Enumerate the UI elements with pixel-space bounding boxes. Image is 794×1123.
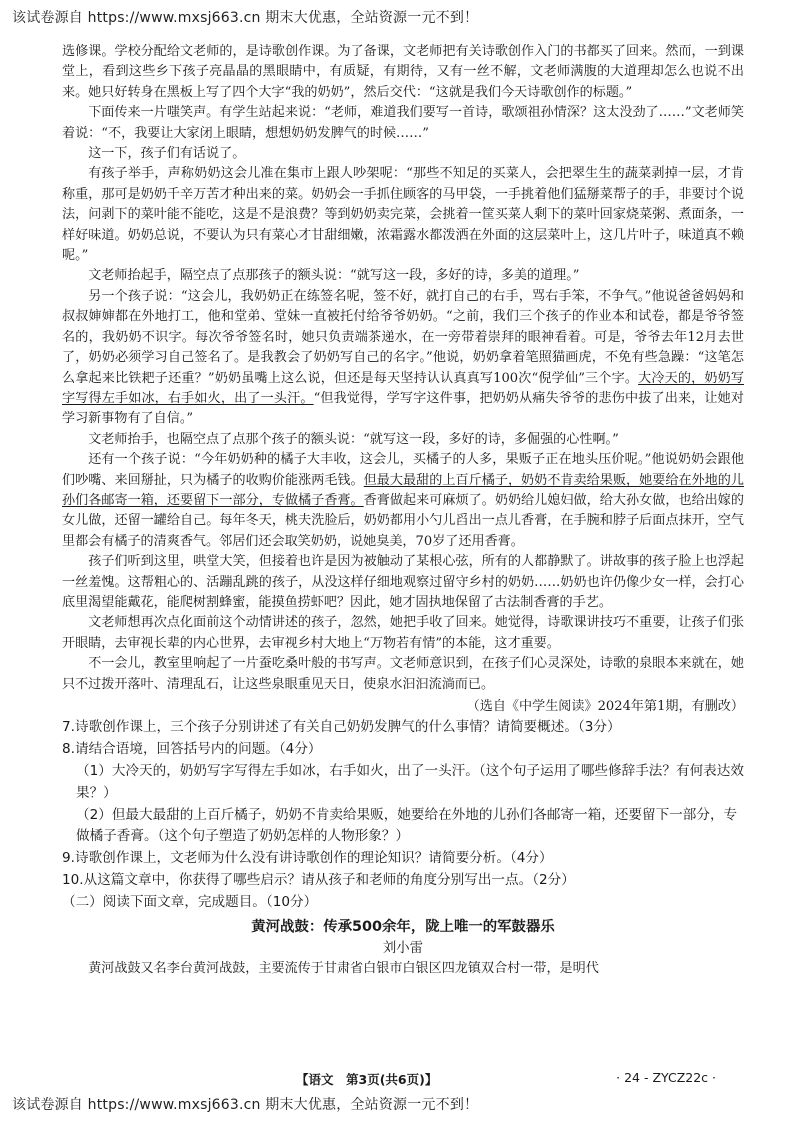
- question-10: 10.从这篇文章中，你获得了哪些启示？请从孩子和老师的角度分别写出一点。（2分）: [62, 871, 575, 888]
- paragraph-text: 还有一个孩子说：“今年奶奶种的橘子大丰收，这会儿，买橘子的人多，果贩子正在地头压价呢。”他说奶奶会跟他们吵嘴、来回掰扯，只为橘子的收购价能涨两毛钱。: [62, 452, 744, 488]
- question-9: 9.诗歌创作课上，文老师为什么没有讲诗歌创作的理论知识？请简要分析。（4分）: [62, 850, 553, 867]
- paragraph: 文老师抬起手，隔空点了点那孩子的额头说：“就写这一段，多好的诗，多美的道理。”: [88, 268, 580, 284]
- paragraph: 文老师抬手，也隔空点了点那个孩子的额头说：“就写这一段，多好的诗，多倔强的心性啊。”: [88, 431, 619, 447]
- paragraph-text: 香膏做起来可麻烦了。奶奶给儿媳妇做，给大孙女做，也给出嫁的女儿做，还留一罐给自己。每年冬天，桃夫洗脸后，奶奶都用小勺儿舀出一点儿香膏，在手腕和脖子后面点抹开，空气里都会有橘子的清爽香气。邻居们还会取笑奶奶，说她臭美，70岁了还用香膏。: [62, 492, 745, 549]
- paragraph: 文老师想再次点化面前这个动情讲述的孩子，忽然，她把手收了回来。她觉得，诗歌课讲技巧不重要，让孩子们张开眼睛，去审视长辈的内心世界，去审视乡村大地上“万物若有情”的本能，这才重要。: [62, 615, 744, 651]
- page-footer: [0, 1070, 794, 1090]
- article-first-line: 黄河战鼓又名李台黄河战鼓，主要流传于甘肃省白银市白银区四龙镇双合村一带，是明代: [88, 960, 599, 976]
- question-8: 8.请结合语境，回答括号内的问题。（4分）: [62, 741, 322, 758]
- question-8-2: （2）但最大最甜的上百斤橘子，奶奶不肯卖给果贩，她要给在外地的儿孙们各邮寄一箱，还要留下一部分，专做橘子香膏。（这个句子塑造了奶奶怎样的人物形象？）: [76, 806, 738, 845]
- page-number: 【语文 第3页(共6页)】: [296, 1072, 438, 1087]
- article-author: 刘小雷: [382, 940, 424, 956]
- paragraph: 这一下，孩子们有话说了。: [88, 146, 246, 162]
- paragraph-text: “但我觉得，学写字这件事，把奶奶从痛失爷爷的悲伤中拔了出来，让她对学习新事物有了自信。”: [62, 390, 745, 427]
- paragraph: [62, 287, 744, 430]
- paragraph: 不一会儿，教室里响起了一片蚕吃桑叶般的书写声。文老师意识到，在孩子们心灵深处，诗歌的泉眼本来就在，她只不过拨开落叶、清理乱石，让这些泉眼重见天日，使泉水汩汩流淌而已。: [62, 656, 744, 692]
- bottom-banner: 该试卷源自 https://www.mxsj663.cn 期末大优惠，全站资源一元不到！: [12, 1097, 479, 1113]
- question-8-1: （1）大冷天的，奶奶写字写得左手如冰，右手如火，出了一头汗。（这个句子运用了哪些修辞手法？有何表达效果？）: [76, 763, 744, 801]
- paragraph: 孩子们听到这里，哄堂大笑，但接着也许是因为被触动了某根心弦，所有的人都静默了。讲故事的孩子脸上也浮起一丝羞愧。这帮粗心的、活蹦乱跳的孩子，从没这样仔细地观察过留守乡村的奶奶……奶奶也许仍像少女一样，会打心底里渴望能戴花，能爬树割蜂蜜，能摸鱼捞虾吧？因此，她才固执地保留了古法制香膏的手艺。: [62, 554, 744, 610]
- underlined-sentence-1: 大冷天的，奶奶写字写得左手如冰，右手如火，出了一头汗。: [62, 370, 744, 406]
- paragraph: [62, 450, 744, 552]
- page-content: [62, 42, 744, 979]
- paper-code: · 24 - ZYCZ22c ·: [616, 1070, 716, 1085]
- paragraph: 选修课。学校分配给文老师的，是诗歌创作课。为了备课，文老师把有关诗歌创作入门的书都买了回来。然而，一到课堂上，看到这些乡下孩子亮晶晶的黑眼睛中，有质疑，有期待，又有一丝不解，文老师满腹的大道理却怎么也说不出来。她只好转身在黑板上写了四个大字“我的奶奶”，然后交代：“这就是我们今天诗歌创作的标题。”: [62, 44, 744, 100]
- paragraph: 有孩子举手，声称奶奶这会儿准在集市上跟人吵架呢：“那些不知足的买菜人，会把翠生生的蔬菜剥掉一层，才肯称重，那可是奶奶千辛万苦才种出来的菜。奶奶会一手抓住顾客的马甲袋，一手挑着他们猛掰菜帮子的手，非要讨个说法，问剥下的菜叶能不能吃，这是不是浪费？等到奶奶卖完菜，会挑着一筐买菜人剩下的菜叶回家烧菜粥、煮面条，一样好味道。奶奶总说，不要认为只有菜心才甘甜细嫩，浓霜露水都泼洒在外面的这层菜叶上，这几片叶子，味道真不赖呢。”: [62, 166, 744, 264]
- underlined-sentence-2: 但最大最甜的上百斤橘子，奶奶不肯卖给果贩，她要给在外地的儿孙们各邮寄一箱，还要留下一部分，专做橘子香膏。: [62, 472, 745, 508]
- section-heading: （二）阅读下面文章，完成题目。（10分）: [62, 893, 318, 910]
- source-note: （选自《中学生阅读》2024年第1期，有删改）: [466, 699, 744, 714]
- question-7: 7.诗歌创作课上，三个孩子分别讲述了有关自己奶奶发脾气的什么事情？请简要概述。（3分）: [62, 719, 621, 736]
- top-banner: 该试卷源自 https://www.mxsj663.cn 期末大优惠，全站资源一元不到！: [12, 10, 479, 26]
- paragraph: 下面传来一片嗤笑声。有学生站起来说：“老师，难道我们要写一首诗，歌颂祖孙情深？这太没劲了……”文老师笑着说：“不，我要让大家闭上眼睛，想想奶奶发脾气的时候……”: [62, 105, 744, 141]
- paragraph-text: 另一个孩子说：“这会儿，我奶奶正在练签名呢，签不好，就打自己的右手，骂右手笨，不争气。”他说爸爸妈妈和叔叔婶婶都在外地打工，他和堂弟、堂妹一直被托付给爷爷奶奶。“之前，我们三个孩子的作业本和试卷，都是爷爷签名的，我奶奶不识字。每次爷爷签名时，她只负责端茶递水，在一旁带着崇拜的眼神看着。可是，爷爷去年12月去世了，奶奶必须学习自己签名了。是我教会了奶奶写自己的名字。”他说，奶奶拿着笔照猫画虎，不免有些急躁：“这笔怎么拿起来比铁耙子还重？”奶奶虽嘴上这么说，但还是每天坚持认认真真写100次“倪学仙”三个字。: [62, 288, 744, 386]
- article-title: 黄河战鼓：传承500余年，陇上唯一的军鼓器乐: [251, 918, 555, 935]
